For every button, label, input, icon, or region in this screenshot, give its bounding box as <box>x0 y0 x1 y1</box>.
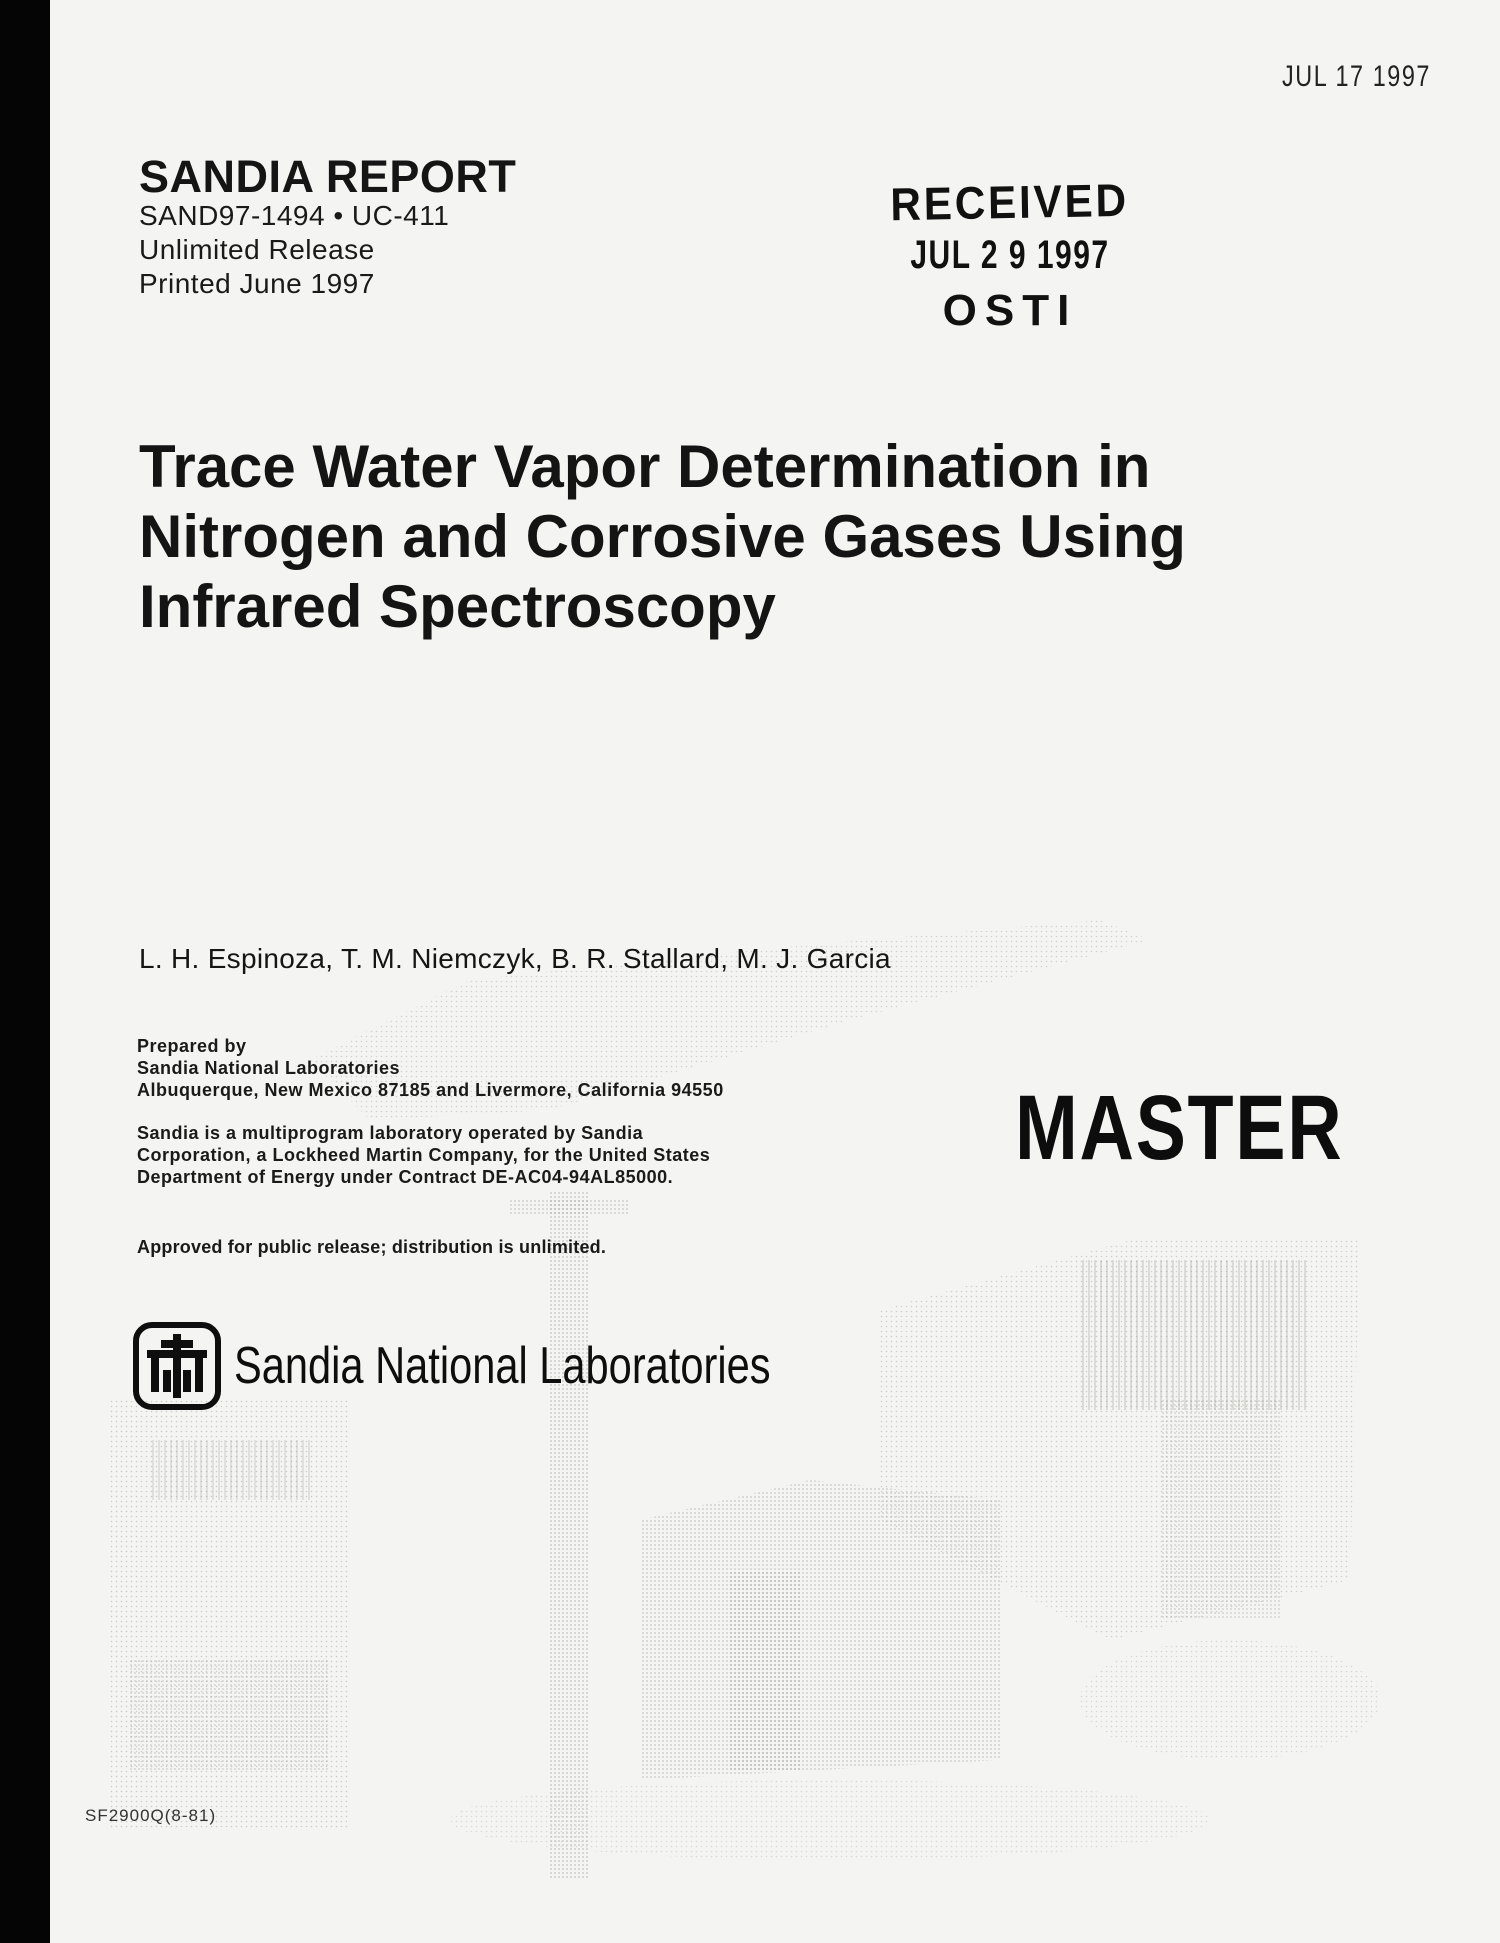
received-org: OSTI <box>942 286 1078 335</box>
title-line: Infrared Spectroscopy <box>139 573 776 640</box>
operator-statement <box>137 1122 710 1188</box>
master-stamp: MASTER <box>1015 1077 1344 1179</box>
date-stamp: JUL 17 1997 <box>1282 60 1431 93</box>
report-header <box>139 151 517 301</box>
release-statement: Approved for public release; distribution is unlimited. <box>137 1237 607 1257</box>
authors: L. H. Espinoza, T. M. Niemczyk, B. R. Stallard, M. J. Garcia <box>139 943 891 974</box>
prepared-line: Prepared by <box>137 1036 247 1056</box>
operator-line: Sandia is a multiprogram laboratory operated by Sandia <box>137 1123 644 1143</box>
document-title <box>139 432 1239 642</box>
report-number: SAND97-1494 • UC-411 <box>139 200 450 231</box>
sandia-thunderbird-logo-icon <box>133 1322 221 1410</box>
received-date: JUL 2 9 1997 <box>910 233 1110 277</box>
prepared-by-block <box>137 1035 724 1101</box>
operator-line: Department of Energy under Contract DE-AC04-94AL85000. <box>137 1167 674 1187</box>
received-word: RECEIVED <box>890 173 1130 231</box>
form-number: SF2900Q(8-81) <box>85 1806 217 1825</box>
scan-binding-edge <box>0 0 50 1943</box>
print-date: Printed June 1997 <box>139 268 375 299</box>
release-type: Unlimited Release <box>139 234 375 265</box>
lab-name: Sandia National Laboratories <box>234 1337 771 1395</box>
prepared-line: Sandia National Laboratories <box>137 1058 401 1078</box>
received-stamp <box>850 175 1170 336</box>
operator-line: Corporation, a Lockheed Martin Company, for the United States <box>137 1145 711 1165</box>
title-line: Trace Water Vapor Determination in <box>139 433 1151 500</box>
prepared-line: Albuquerque, New Mexico 87185 and Livermore, California 94550 <box>137 1080 724 1100</box>
title-line: Nitrogen and Corrosive Gases Using <box>139 503 1186 570</box>
report-series: SANDIA REPORT <box>139 151 517 202</box>
